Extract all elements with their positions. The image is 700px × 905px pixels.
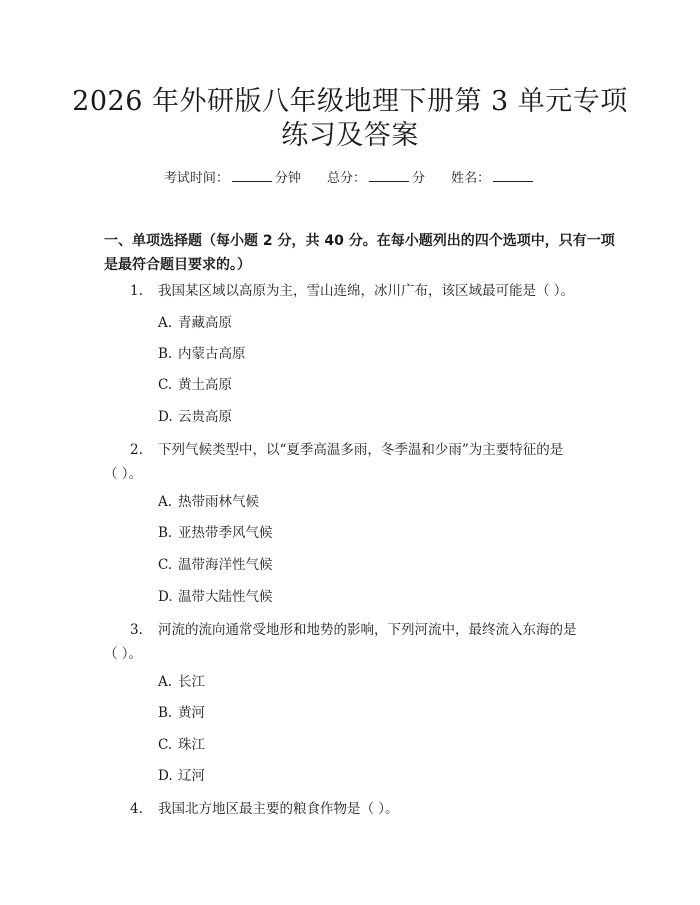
exam-time-blank[interactable] xyxy=(232,169,272,182)
option-3a[interactable] xyxy=(158,672,205,692)
total-score xyxy=(327,169,425,188)
option-3b[interactable] xyxy=(158,703,205,723)
option-1d[interactable] xyxy=(158,407,232,427)
option-letter: B. xyxy=(158,705,173,721)
option-1a[interactable] xyxy=(158,313,232,333)
section-heading xyxy=(104,229,615,277)
option-letter: B. xyxy=(158,525,173,541)
question-text: 我国某区域以高原为主，雪山连绵，冰川广布，该区域最可能是（ ）。 xyxy=(158,283,575,299)
option-text: 温带大陆性气候 xyxy=(178,589,273,605)
option-letter: C. xyxy=(158,377,173,393)
option-text: 辽河 xyxy=(178,768,205,784)
option-text: 云贵高原 xyxy=(178,409,232,425)
option-2d[interactable] xyxy=(158,587,273,607)
exam-time-unit: 分钟 xyxy=(274,171,301,186)
question-text-continued: （ ）。 xyxy=(104,646,143,662)
option-letter: D. xyxy=(158,768,173,784)
option-2c[interactable] xyxy=(158,555,273,575)
option-text: 珠江 xyxy=(178,737,205,753)
question-number: 2. xyxy=(130,442,143,458)
option-letter: D. xyxy=(158,589,173,605)
student-name-blank[interactable] xyxy=(493,169,533,182)
option-3c[interactable] xyxy=(158,735,205,755)
section-heading-line2: 是最符合题目要求的。） xyxy=(104,257,251,273)
question-number: 4. xyxy=(130,801,143,817)
option-letter: D. xyxy=(158,409,173,425)
option-letter: A. xyxy=(158,674,173,690)
total-score-blank[interactable] xyxy=(369,169,409,182)
question-number: 3. xyxy=(130,622,143,638)
question-text-continued: （ ）。 xyxy=(104,466,143,482)
question-1 xyxy=(104,279,610,303)
option-3d[interactable] xyxy=(158,766,205,786)
option-1c[interactable] xyxy=(158,375,232,395)
exam-info xyxy=(0,169,700,188)
total-score-unit: 分 xyxy=(412,171,426,186)
section-heading-line1: 一、单项选择题（每小题 2 分，共 40 分。在每小题列出的四个选项中，只有一项 xyxy=(104,233,615,249)
question-text: 河流的流向通常受地形和地势的影响，下列河流中，最终流入东海的是 xyxy=(158,622,577,638)
document-title-line2: 练习及答案 xyxy=(281,120,419,151)
option-text: 青藏高原 xyxy=(178,315,232,331)
document-title-line1: 2026 年外研版八年级地理下册第 3 单元专项 xyxy=(72,86,628,117)
option-letter: B. xyxy=(158,346,173,362)
option-2b[interactable] xyxy=(158,523,273,543)
option-2a[interactable] xyxy=(158,492,259,512)
question-text: 我国北方地区最主要的粮食作物是（ ）。 xyxy=(158,801,399,817)
question-number: 1. xyxy=(130,283,143,299)
question-4 xyxy=(104,797,610,821)
question-3 xyxy=(104,618,610,666)
student-name xyxy=(451,169,536,188)
student-name-label: 姓名： xyxy=(451,171,491,186)
option-letter: A. xyxy=(158,494,173,510)
exam-time-label: 考试时间： xyxy=(163,171,229,186)
option-text: 亚热带季风气候 xyxy=(178,525,273,541)
option-text: 黄土高原 xyxy=(178,377,232,393)
question-text: 下列气候类型中，以“夏季高温多雨，冬季温和少雨”为主要特征的是 xyxy=(158,442,564,458)
option-letter: A. xyxy=(158,315,173,331)
option-letter: C. xyxy=(158,737,173,753)
exam-time xyxy=(164,169,301,188)
option-text: 热带雨林气候 xyxy=(178,494,259,510)
option-letter: C. xyxy=(158,557,173,573)
option-text: 黄河 xyxy=(178,705,205,721)
option-text: 长江 xyxy=(178,674,205,690)
question-2 xyxy=(104,438,610,486)
option-text: 温带海洋性气候 xyxy=(178,557,273,573)
total-score-label: 总分： xyxy=(326,171,366,186)
option-text: 内蒙古高原 xyxy=(178,346,246,362)
option-1b[interactable] xyxy=(158,344,246,364)
